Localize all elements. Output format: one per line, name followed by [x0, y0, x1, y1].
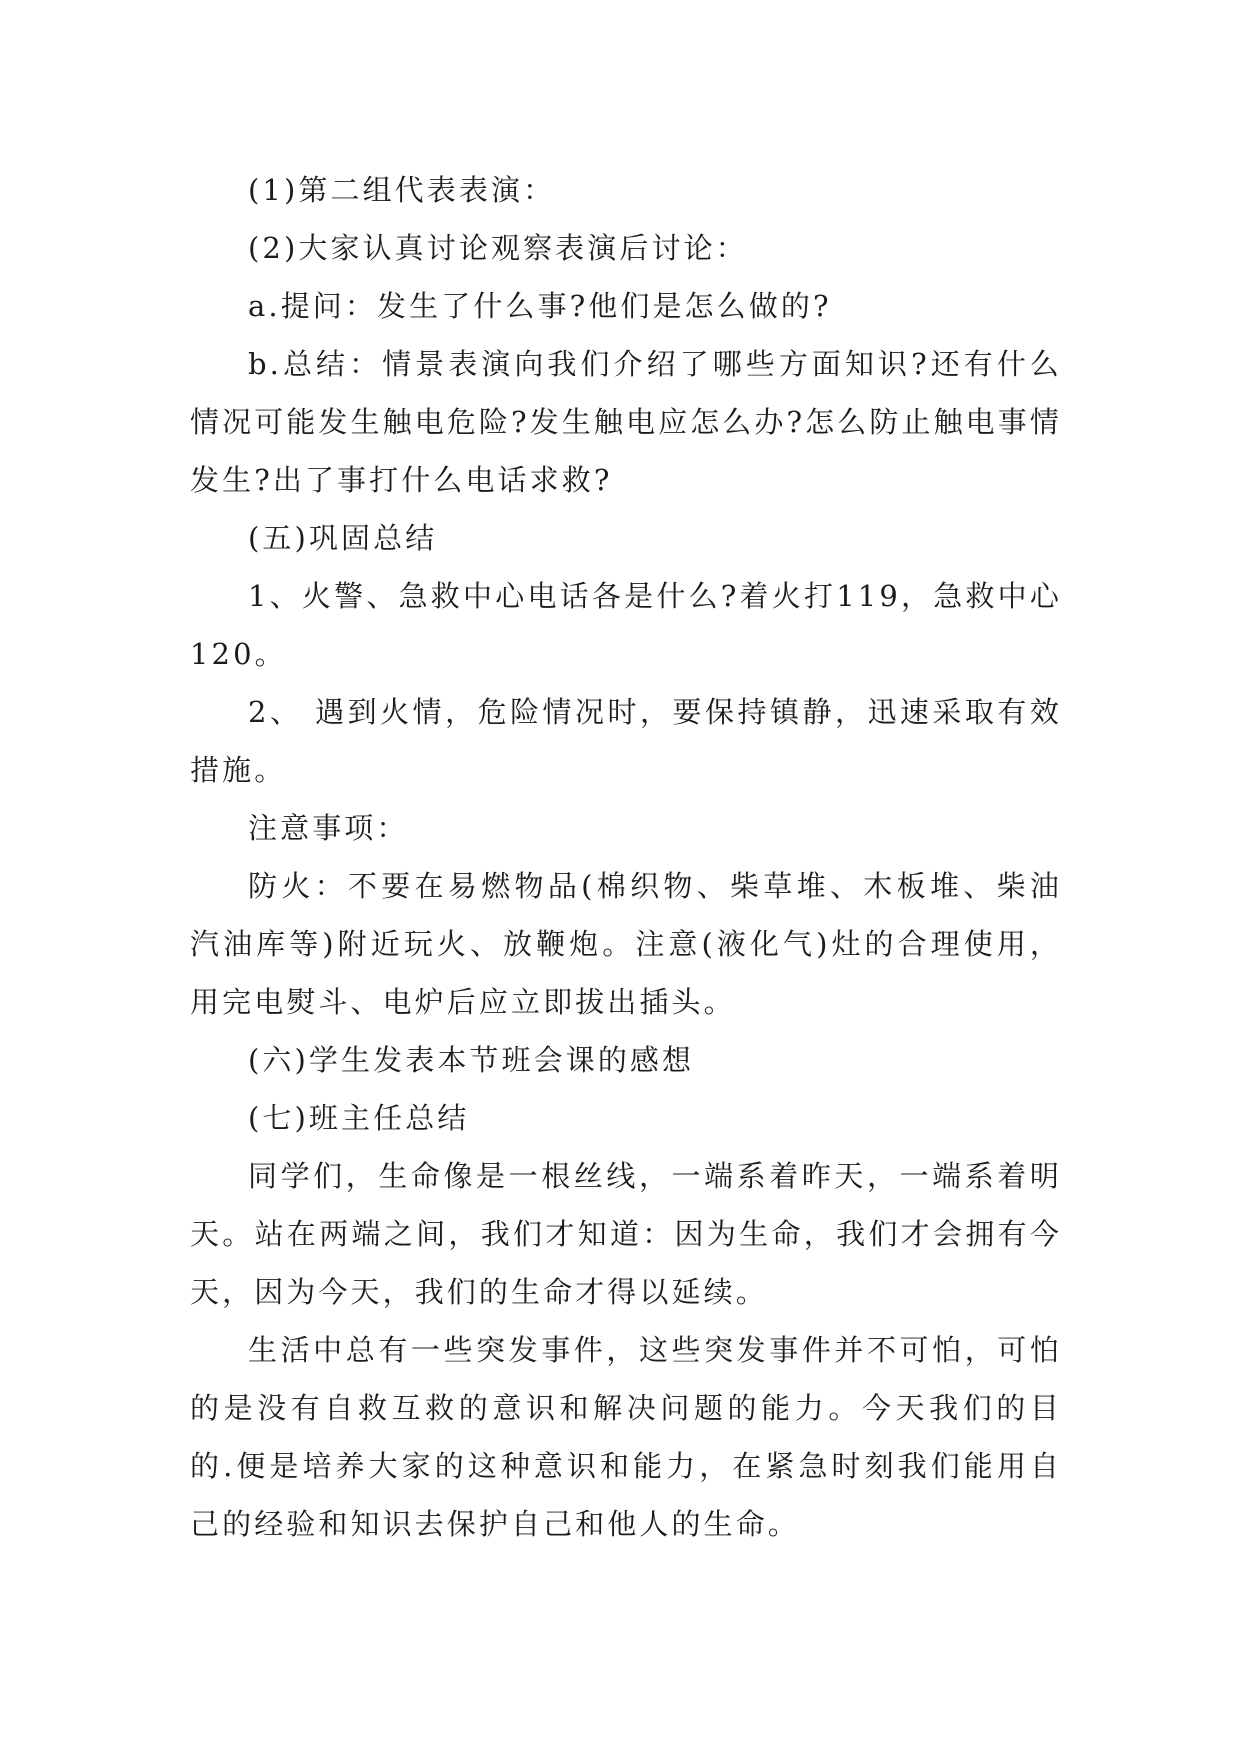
paragraph-emergency-numbers: 1、火警、急救中心电话各是什么?着火打119，急救中心120。 — [190, 579, 1062, 671]
section-heading-teacher-summary: (七)班主任总结 — [248, 1101, 470, 1135]
paragraph-fire-prevention: 防火：不要在易燃物品(棉织物、柴草堆、木板堆、柴油汽油库等)附近玩火、放鞭炮。注意(液化气)灶的合理使用，用完电熨斗、电炉后应立即拔出插头。 — [190, 869, 1062, 1019]
paragraph-emergency-awareness: 生活中总有一些突发事件，这些突发事件并不可怕，可怕的是没有自救互救的意识和解决问题的能力。今天我们的目的.便是培养大家的这种意识和能力，在紧急时刻我们能用自己的经验和知识去保护自己和他人的生命。 — [190, 1333, 1062, 1541]
heading-precautions: 注意事项： — [248, 811, 409, 845]
document-body — [190, 161, 1062, 1553]
paragraph-group-two-performance: (1)第二组代表表演： — [248, 173, 556, 207]
paragraph-discussion: (2)大家认真讨论观察表演后讨论： — [248, 231, 748, 265]
paragraph-question: a.提问：发生了什么事?他们是怎么做的? — [248, 289, 832, 323]
paragraph-summary: b.总结：情景表演向我们介绍了哪些方面知识?还有什么情况可能发生触电危险?发生触电应怎么办?怎么防止触电事情发生?出了事打什么电话求救? — [190, 347, 1062, 497]
section-heading-student-reflections: (六)学生发表本节班会课的感想 — [248, 1043, 695, 1077]
paragraph-stay-calm: 2、 遇到火情，危险情况时，要保持镇静，迅速采取有效措施。 — [190, 695, 1062, 787]
section-heading-consolidation: (五)巩固总结 — [248, 521, 438, 555]
paragraph-life-thread: 同学们，生命像是一根丝线，一端系着昨天，一端系着明天。站在两端之间，我们才知道：因为生命，我们才会拥有今天，因为今天，我们的生命才得以延续。 — [190, 1159, 1062, 1309]
